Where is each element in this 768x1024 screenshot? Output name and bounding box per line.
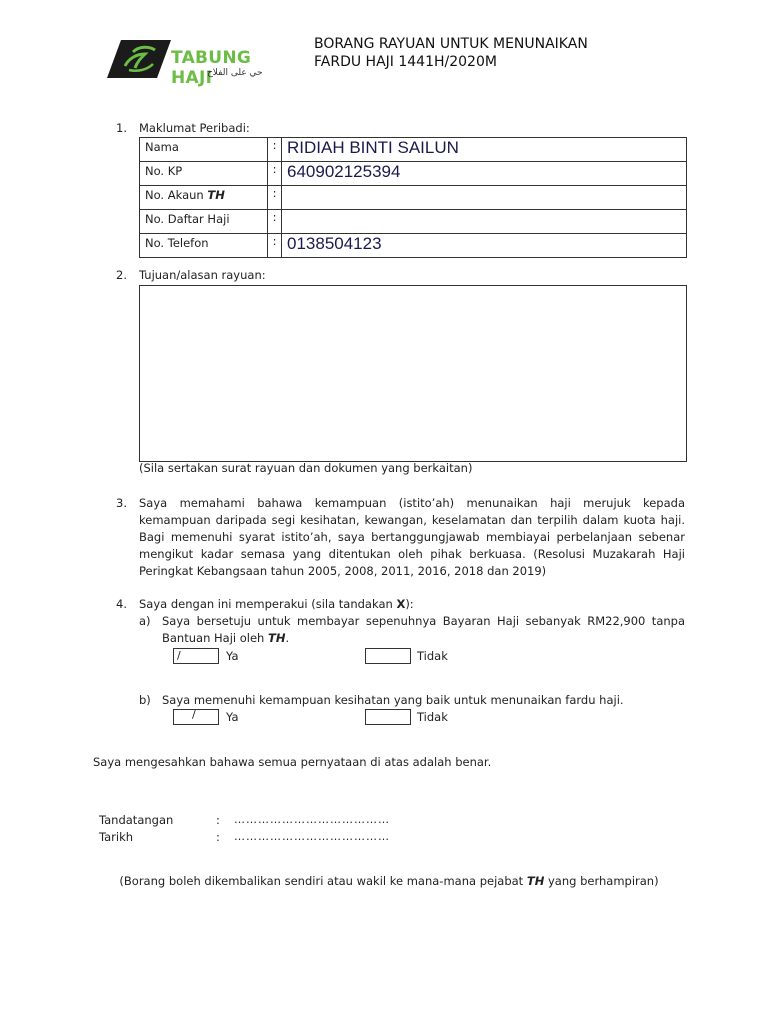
appeal-reason-box[interactable] bbox=[139, 285, 687, 462]
form-title-line2: FARDU HAJI 1441H/2020M bbox=[314, 54, 497, 70]
item-a-text-th: TH bbox=[268, 631, 286, 645]
colon: : bbox=[268, 186, 282, 210]
item-b-yes-label: Ya bbox=[226, 710, 239, 724]
item-a-no-label: Tidak bbox=[417, 649, 448, 663]
hajj-registration-label: No. Daftar Haji bbox=[140, 210, 268, 234]
section4-title-mark: X bbox=[396, 597, 406, 611]
colon: : bbox=[268, 234, 282, 258]
account-label-th: TH bbox=[207, 188, 225, 202]
section3-number: 3. bbox=[116, 496, 127, 510]
item-b-text: Saya memenuhi kemampuan kesihatan yang baik untuk menunaikan fardu haji. bbox=[162, 693, 624, 707]
return-instruction-end: yang berhampiran) bbox=[544, 874, 659, 888]
item-a-yes-checkbox[interactable] bbox=[173, 648, 219, 664]
tabung-haji-emblem-icon bbox=[107, 40, 171, 78]
hajj-registration-field[interactable] bbox=[282, 210, 687, 234]
name-label: Nama bbox=[140, 138, 268, 162]
section4-title bbox=[139, 597, 414, 611]
section4-number: 4. bbox=[116, 597, 127, 611]
account-label-text: No. Akaun bbox=[145, 188, 208, 202]
attachment-note: (Sila sertakan surat rayuan dan dokumen yang berkaitan) bbox=[139, 461, 473, 475]
return-instruction-text: (Borang boleh dikembalikan sendiri atau wakil ke mana-mana pejabat bbox=[119, 874, 527, 888]
section1-number: 1. bbox=[116, 121, 127, 135]
declaration-statement: Saya mengesahkan bahawa semua pernyataan di atas adalah benar. bbox=[93, 755, 492, 769]
name-field[interactable]: RIDIAH BINTI SAILUN bbox=[282, 138, 687, 162]
tabung-haji-logo bbox=[107, 40, 297, 88]
account-number-label bbox=[140, 186, 268, 210]
colon: : bbox=[268, 138, 282, 162]
item-b-yes-checkbox[interactable] bbox=[173, 709, 219, 725]
item-a-text-body: Saya bersetuju untuk membayar sepenuhnya Bayaran Haji sebanyak RM22,900 tanpa Bantuan Haji oleh bbox=[162, 614, 685, 645]
form-title-line1: BORANG RAYUAN UNTUK MENUNAIKAN bbox=[314, 36, 588, 52]
date-colon: : bbox=[216, 830, 220, 844]
return-instruction-th: TH bbox=[526, 874, 545, 888]
section4-title-text: Saya dengan ini memperakui (sila tandakan bbox=[139, 597, 397, 611]
table-row bbox=[140, 210, 687, 234]
brand-name: TABUNG HAJI bbox=[171, 48, 252, 88]
section1-title: Maklumat Peribadi: bbox=[139, 121, 250, 135]
section4-title-end: ): bbox=[405, 597, 414, 611]
personal-info-table bbox=[139, 137, 687, 258]
item-b-no-checkbox[interactable] bbox=[365, 709, 411, 725]
item-a-yes-label: Ya bbox=[226, 649, 239, 663]
item-a-text bbox=[162, 613, 685, 647]
section2-title: Tujuan/alasan rayuan: bbox=[139, 268, 266, 282]
date-label: Tarikh bbox=[99, 830, 134, 844]
item-b-yes-mark: / bbox=[192, 708, 196, 721]
section2-number: 2. bbox=[116, 268, 127, 282]
item-b-letter: b) bbox=[139, 693, 151, 707]
ic-number-label: No. KP bbox=[140, 162, 268, 186]
ic-number-field[interactable]: 640902125394 bbox=[282, 162, 687, 186]
item-a-yes-mark: / bbox=[177, 649, 181, 662]
phone-field[interactable]: 0138504123 bbox=[282, 234, 687, 258]
item-b-no-label: Tidak bbox=[417, 710, 448, 724]
table-row bbox=[140, 186, 687, 210]
item-a-letter: a) bbox=[139, 614, 151, 628]
date-field[interactable]: ………………………………… bbox=[234, 830, 390, 843]
signature-field[interactable]: ………………………………… bbox=[234, 813, 390, 826]
return-instruction bbox=[0, 874, 768, 888]
item-a-no-checkbox[interactable] bbox=[365, 648, 411, 664]
table-row bbox=[140, 138, 687, 162]
account-number-field[interactable] bbox=[282, 186, 687, 210]
istitoah-statement: Saya memahami bahawa kemampuan (istito’ah) menunaikan haji merujuk kepada kemampuan daripada segi kesihatan, kewangan, keselamatan dan terpilih dalam kuota haji. Bagi memenuhi syarat istito’ah, saya bertanggungjawab membiayai perbelanjaan sebenar mengikut kadar semasa yang ditentukan oleh pihak berkuasa. (Resolusi Muzakarah Haji Peringkat Kebangsaan tahun 2005, 2008, 2011, 2016, 2018 dan 2019) bbox=[139, 496, 685, 578]
form-title bbox=[314, 35, 588, 71]
logo-arabic-script: حي على الفلاح bbox=[207, 68, 263, 78]
table-row bbox=[140, 234, 687, 258]
item-a-text-end: . bbox=[285, 631, 290, 645]
table-row bbox=[140, 162, 687, 186]
signature-colon: : bbox=[216, 813, 220, 827]
phone-label: No. Telefon bbox=[140, 234, 268, 258]
signature-label: Tandatangan bbox=[99, 813, 174, 827]
colon: : bbox=[268, 162, 282, 186]
colon: : bbox=[268, 210, 282, 234]
